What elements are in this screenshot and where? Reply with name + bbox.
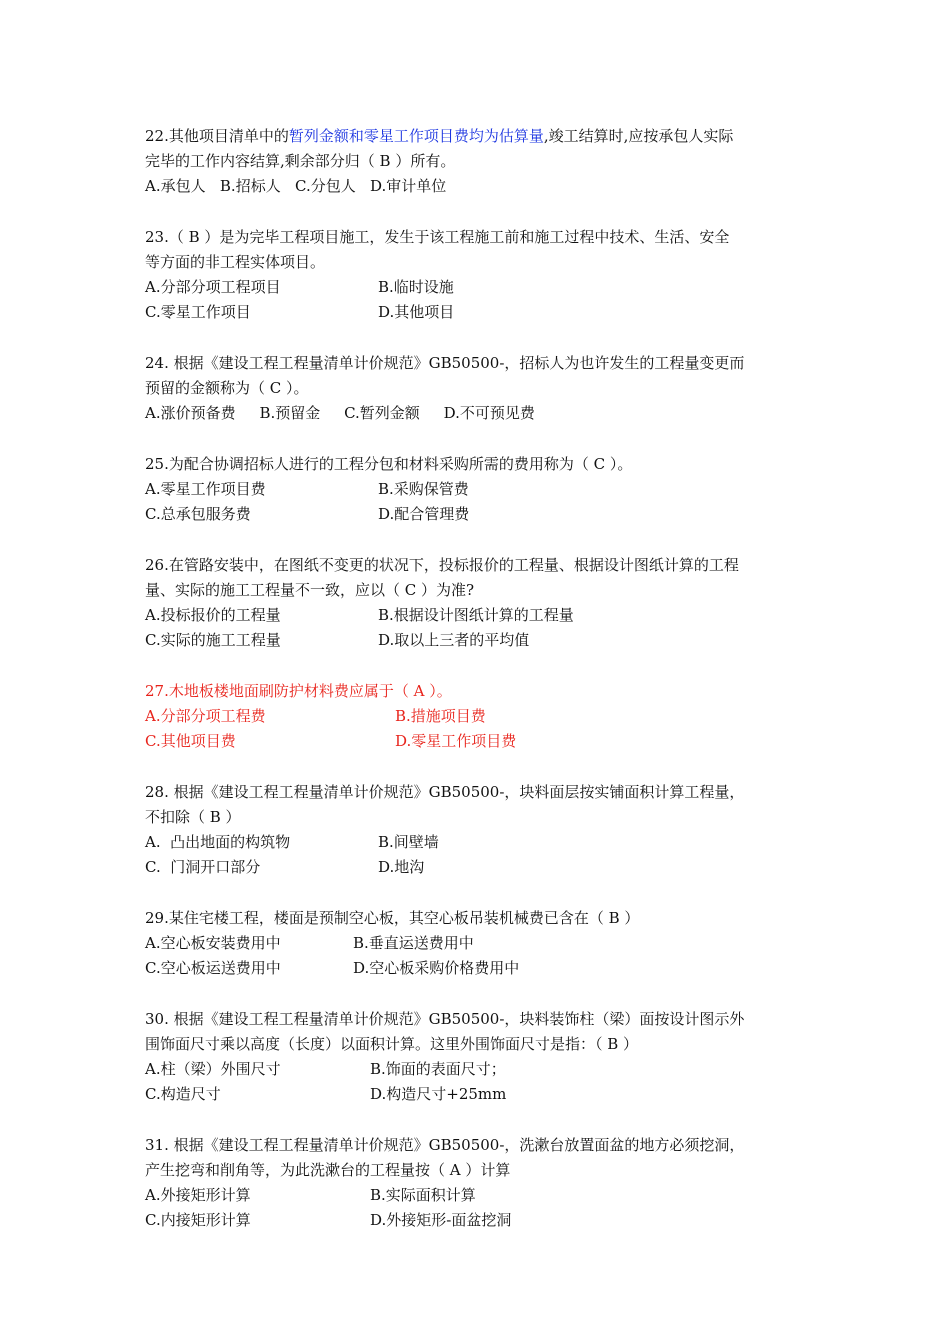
option-a: A.柱（梁）外围尺寸	[145, 1060, 281, 1078]
question-stem-line2: 等方面的非工程实体项目。	[145, 253, 326, 271]
options-row	[145, 1208, 815, 1233]
question-stem: 28. 根据《建设工程工程量清单计价规范》GB50500-，块料面层按实铺面积计算工程量，	[145, 783, 745, 801]
option-a: A.空心板安装费用中	[145, 934, 281, 952]
option-d: D.构造尺寸+25mm	[370, 1085, 507, 1103]
option-a: A.分部分项工程项目	[145, 278, 281, 296]
question-stem: 31. 根据《建设工程工程量清单计价规范》GB50500-，洗漱台放置面盆的地方必须挖洞，	[145, 1136, 745, 1154]
options-row	[145, 956, 815, 981]
question-27	[145, 679, 815, 754]
options-row	[145, 477, 815, 502]
question-stem: 29.某住宅楼工程，楼面是预制空心板，其空心板吊装机械费已含在（ B ）	[145, 909, 640, 927]
question-stem: 25.为配合协调招标人进行的工程分包和材料采购所需的费用称为（ C ）。	[145, 455, 633, 473]
options-row	[145, 729, 815, 754]
question-28	[145, 780, 815, 880]
question-stem: 30. 根据《建设工程工程量清单计价规范》GB50500-，块料装饰柱（梁）面按设计图示外	[145, 1010, 745, 1028]
question-stem-line2: 完毕的工作内容结算,剩余部分归（ B ）所有。	[145, 152, 456, 170]
option-b: B.饰面的表面尺寸；	[370, 1060, 506, 1078]
question-stem-line2: 量、实际的施工工程量不一致，应以（ C ）为准?	[145, 581, 475, 599]
option-b: B.间壁墙	[378, 833, 439, 851]
question-stem-line2: 不扣除（ B ）	[145, 808, 241, 826]
option-a: A.外接矩形计算	[145, 1186, 251, 1204]
option-c: C.构造尺寸	[145, 1085, 221, 1103]
option-b: B.临时设施	[378, 278, 454, 296]
options-inline: A.涨价预备费 B.预留金 C.暂列金额 D.不可预见费	[145, 404, 535, 422]
option-d: D.地沟	[378, 858, 425, 876]
option-b: B.根据设计图纸计算的工程量	[378, 606, 574, 624]
option-d: D.配合管理费	[378, 505, 470, 523]
option-d: D.零星工作项目费	[395, 732, 517, 750]
question-22	[145, 124, 815, 199]
option-c: C.实际的施工工程量	[145, 631, 281, 649]
question-23	[145, 225, 815, 325]
question-30	[145, 1007, 815, 1107]
option-d: D.外接矩形-面盆挖洞	[370, 1211, 512, 1229]
options-row	[145, 1057, 815, 1082]
options-inline: A.承包人 B.招标人 C.分包人 D.审计单位	[145, 177, 447, 195]
option-c: C.空心板运送费用中	[145, 959, 281, 977]
option-c: C.其他项目费	[145, 732, 236, 750]
option-c: C.总承包服务费	[145, 505, 251, 523]
option-c: C. 门洞开口部分	[145, 858, 261, 876]
question-29	[145, 906, 815, 981]
option-d: D.取以上三者的平均值	[378, 631, 530, 649]
options-row	[145, 704, 815, 729]
question-24	[145, 351, 815, 426]
option-a: A.分部分项工程费	[145, 707, 266, 725]
option-c: C.零星工作项目	[145, 303, 251, 321]
options-row	[145, 603, 815, 628]
question-stem: 24. 根据《建设工程工程量清单计价规范》GB50500-，招标人为也许发生的工程量变更而	[145, 354, 745, 372]
document-page	[145, 124, 815, 1259]
question-stem-line2: 产生挖弯和削角等，为此洗漱台的工程量按（ A ）计算	[145, 1161, 511, 1179]
question-26	[145, 553, 815, 653]
question-stem: 27.木地板楼地面刷防护材料费应属于（ A ）。	[145, 682, 452, 700]
stem-text: 22.其他项目清单中的	[145, 127, 289, 145]
options-row	[145, 931, 815, 956]
options-row	[145, 855, 815, 880]
question-stem: 23.（ B ）是为完毕工程项目施工，发生于该工程施工前和施工过程中技术、生活、安全	[145, 228, 730, 246]
option-a: A.零星工作项目费	[145, 480, 266, 498]
options-row	[145, 1183, 815, 1208]
options-row	[145, 300, 815, 325]
stem-text: ,竣工结算时,应按承包人实际	[543, 127, 734, 145]
stem-highlight: 暂列金额和零星工作项目费均为估算量	[288, 127, 544, 145]
option-b: B.实际面积计算	[370, 1186, 476, 1204]
options-row	[145, 628, 815, 653]
option-d: D.空心板采购价格费用中	[353, 959, 520, 977]
options-row	[145, 830, 815, 855]
question-25	[145, 452, 815, 527]
options-row	[145, 1082, 815, 1107]
option-d: D.其他项目	[378, 303, 455, 321]
options-row	[145, 275, 815, 300]
question-stem-line2: 围饰面尺寸乘以高度（长度）以面积计算。这里外围饰面尺寸是指：（ B ）	[145, 1035, 639, 1053]
option-b: B.采购保管费	[378, 480, 469, 498]
question-31	[145, 1133, 815, 1233]
option-c: C.内接矩形计算	[145, 1211, 251, 1229]
question-stem: 26.在管路安装中，在图纸不变更的状况下，投标报价的工程量、根据设计图纸计算的工程	[145, 556, 739, 574]
question-stem	[145, 124, 815, 149]
option-b: B.措施项目费	[395, 707, 486, 725]
options-row	[145, 502, 815, 527]
option-b: B.垂直运送费用中	[353, 934, 474, 952]
question-stem-line2: 预留的金额称为（ C ）。	[145, 379, 309, 397]
option-a: A.投标报价的工程量	[145, 606, 281, 624]
option-a: A. 凸出地面的构筑物	[145, 833, 291, 851]
